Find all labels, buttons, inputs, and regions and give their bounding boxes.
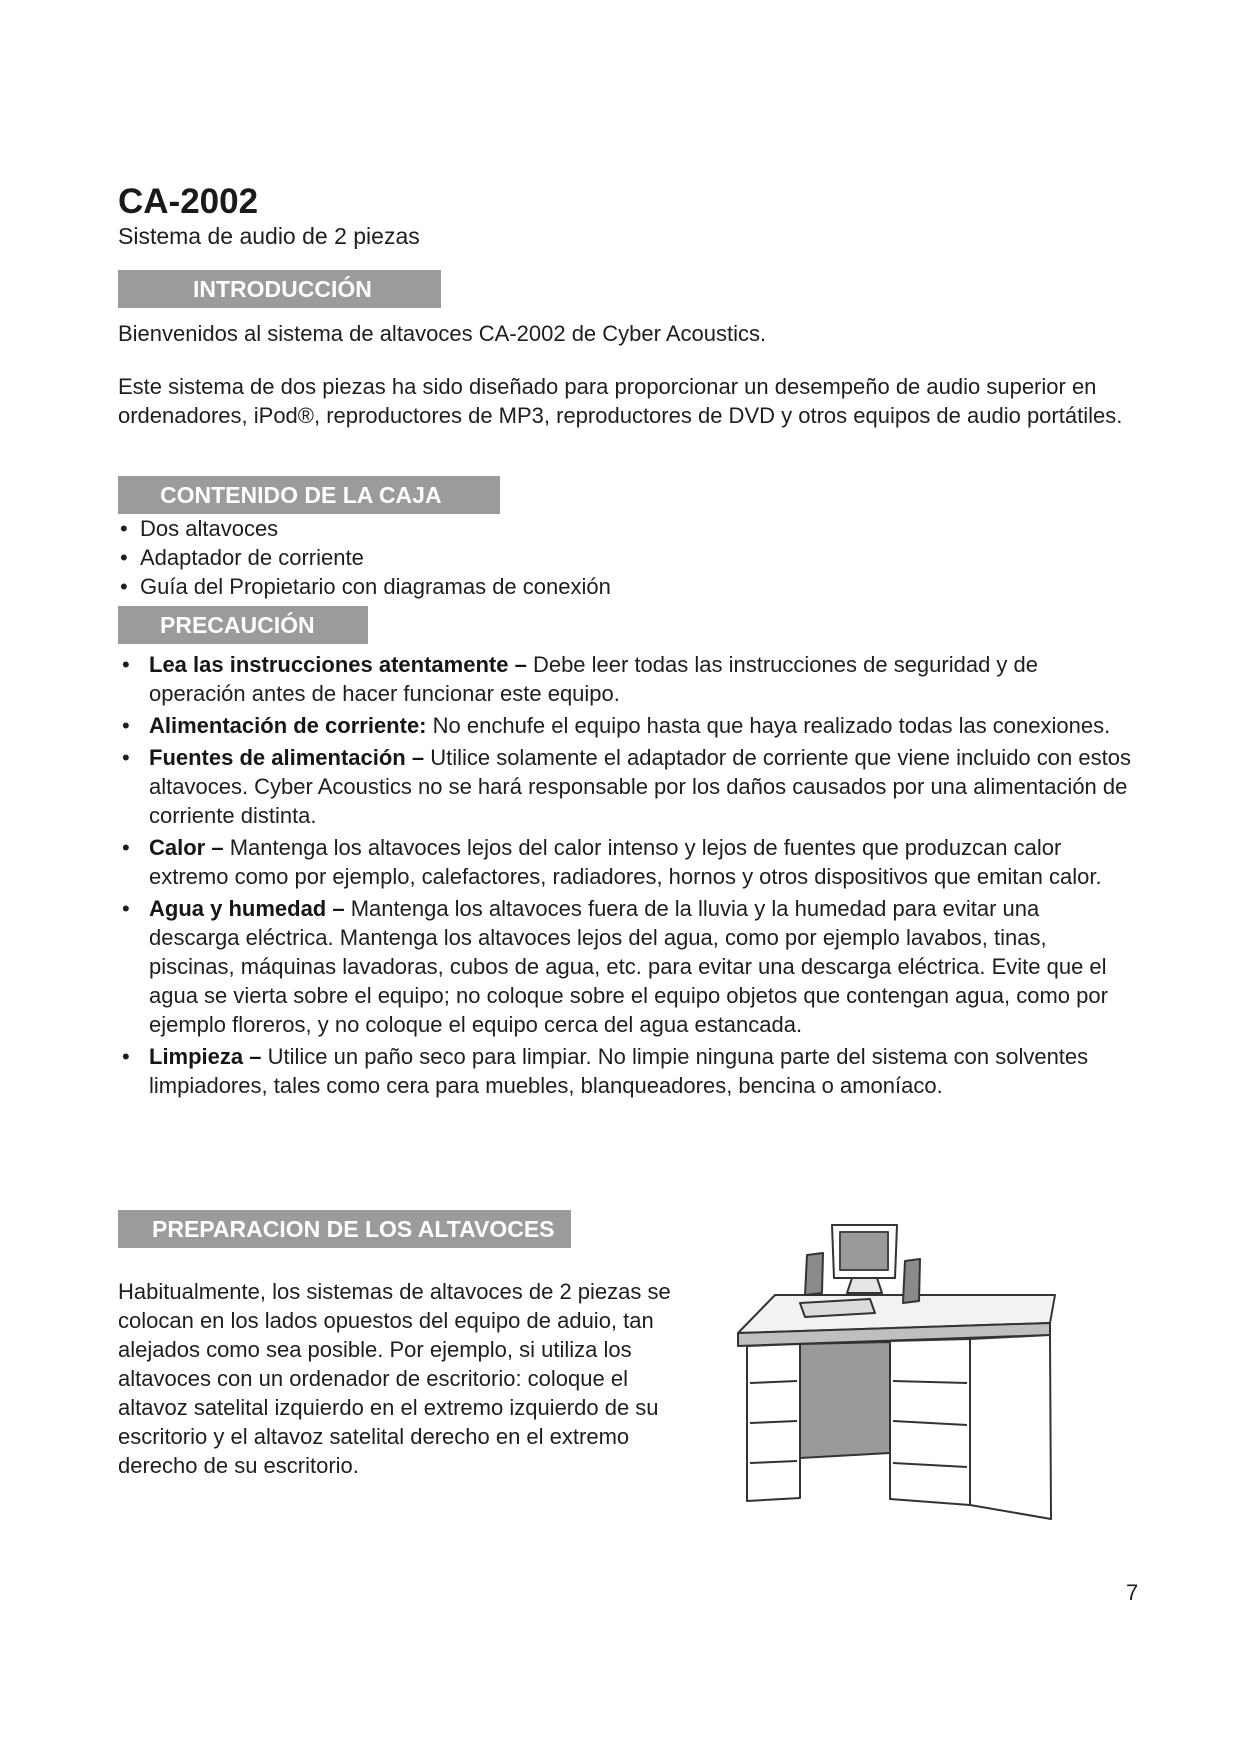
caution-label: Alimentación de corriente: (149, 713, 427, 738)
page-number: 7 (1126, 1580, 1139, 1605)
caution-item (118, 743, 1133, 830)
caution-item (118, 650, 1133, 708)
section-heading-setup: PREPARACION DE LOS ALTAVOCES (118, 1210, 571, 1248)
list-item: • Adaptador de corriente (118, 543, 1018, 572)
left-speaker (805, 1253, 823, 1295)
caution-item (118, 711, 1133, 740)
desk-back-panel (800, 1342, 890, 1458)
caution-text: Utilice un paño seco para limpiar. No limpie ninguna parte del sistema con solventes limpiadores, tales como cera para muebles, blanqueadores, bencina o amoníaco. (149, 1044, 1089, 1098)
list-item: • Dos altavoces (118, 514, 1018, 543)
caution-label: Fuentes de alimentación – (149, 745, 425, 770)
keyboard (800, 1299, 875, 1317)
intro-welcome: Bienvenidos al sistema de altavoces CA-2002 de Cyber Acoustics. (118, 321, 767, 346)
caution-text: Debe leer todas las instrucciones de seguridad y de operación antes de hacer funcionar este equipo. (149, 652, 1039, 706)
caution-item (118, 833, 1133, 891)
caution-label: Lea las instrucciones atentamente – (149, 652, 527, 677)
setup-text: Habitualmente, los sistemas de altavoces de 2 piezas se colocan en los lados opuestos del equipo de aduio, tan alejados como sea posible. Por ejemplo, si utiliza los altavoces con un ordenador de escritorio: coloque el altavoz satelital izquierdo en el extremo izquierdo de su escritorio y el altavoz satelital derecho en el extremo derecho de su escritorio. (118, 1279, 671, 1478)
section-heading-contents: CONTENIDO DE LA CAJA (118, 476, 500, 514)
caution-item (118, 1042, 1133, 1100)
caution-text: Utilice solamente el adaptador de corriente que viene incluido con estos altavoces. Cyber Acoustics no se hará responsable por los daños causados por una alimentación de corriente distinta. (149, 745, 1131, 828)
right-speaker (903, 1259, 920, 1303)
caution-item (118, 894, 1133, 1039)
page-subtitle: Sistema de audio de 2 piezas (118, 223, 420, 249)
caution-label: Calor – (149, 835, 224, 860)
caution-label: Agua y humedad – (149, 896, 345, 921)
desk-end-panel (970, 1335, 1051, 1519)
intro-description: Este sistema de dos piezas ha sido diseñado para proporcionar un desempeño de audio superior en ordenadores, iPod®, reproductores de MP3, reproductores de DVD y otros equipos de audio portátiles. (118, 374, 1123, 428)
section-heading-caution: PRECAUCIÓN (118, 606, 368, 644)
caution-text: No enchufe el equipo hasta que haya realizado todas las conexiones. (426, 713, 1111, 738)
caution-label: Limpieza – (149, 1044, 262, 1069)
monitor-screen (840, 1232, 888, 1270)
desk-illustration (735, 1223, 1065, 1523)
section-heading-intro: INTRODUCCIÓN (118, 270, 441, 308)
contents-list (118, 514, 1018, 601)
page-title: CA-2002 (118, 182, 259, 221)
caution-text: Mantenga los altavoces lejos del calor intenso y lejos de fuentes que produzcan calor extremo como por ejemplo, calefactores, radiadores, hornos y otros dispositivos que emitan calor. (149, 835, 1102, 889)
caution-text: Mantenga los altavoces fuera de la lluvia y la humedad para evitar una descarga eléctrica. Mantenga los altavoces lejos del agua, como por ejemplo lavabos, tinas, piscinas, máquinas lavadoras, cubos de agua, etc. para evitar una descarga eléctrica. Evite que el agua se vierta sobre el equipo; no coloque sobre el equipo objetos que contengan agua, como por ejemplo floreros, y no coloque el equipo cerca del agua estancada. (149, 896, 1108, 1037)
caution-list (118, 650, 1133, 1103)
monitor-stand (847, 1278, 882, 1293)
list-item: • Guía del Propietario con diagramas de conexión (118, 572, 1018, 601)
